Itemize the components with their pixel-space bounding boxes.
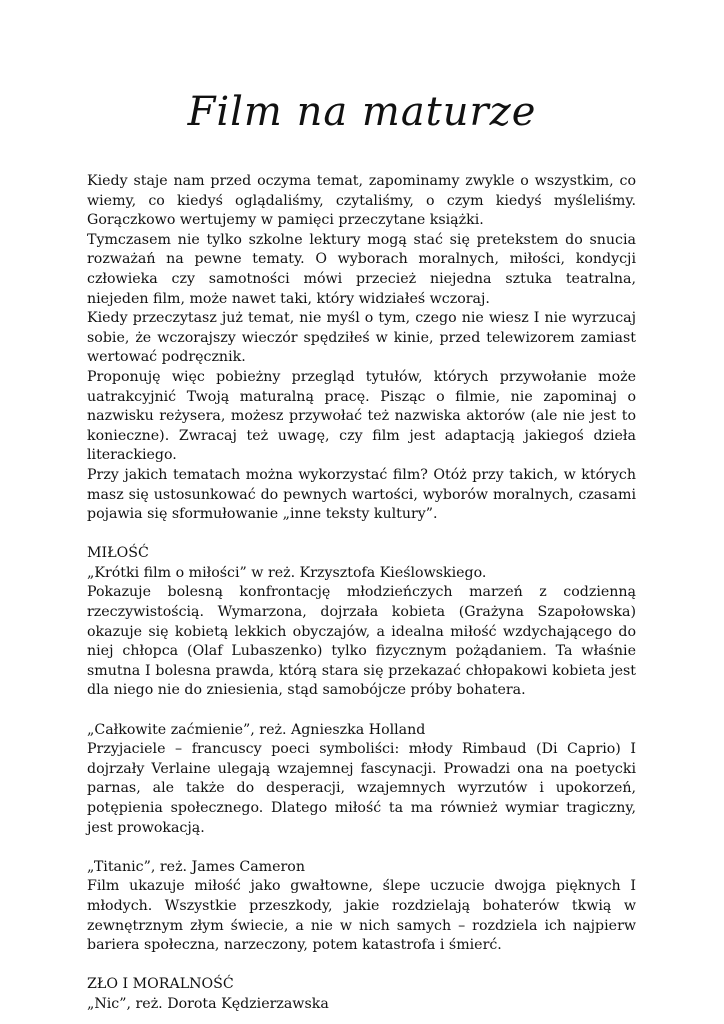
- film-entry: [87, 564, 636, 701]
- section-heading: MIŁOŚĆ: [87, 545, 149, 562]
- section-heading: ZŁO I MORALNOŚĆ: [87, 976, 234, 993]
- intro-paragraph-2: Tymczasem nie tylko szkolne lektury mogą stać się pretekstem do snucia rozważań na pewne tematy. O wyborach moralnych, miłości, kondycji człowieka czy samotności mówi przecież niejedna sztuka teatralna, niejeden film, może nawet taki, który widziałeś wczoraj.: [87, 231, 636, 307]
- document-body: [87, 172, 636, 1015]
- intro-paragraph-5: Przy jakich tematach można wykorzystać film? Otóż przy takich, w których masz się ustosunkować do pewnych wartości, wyborów moralnych, czasami pojawia się sformułowanie „inne teksty kultury”.: [87, 466, 636, 523]
- film-entry: [87, 858, 636, 956]
- film-description: Przyjaciele – francuscy poeci symboliści: młody Rimbaud (Di Caprio) I dojrzały Verlaine ulegają wzajemnej fascynacji. Prowadzi ona na poetycki parnas, ale także do desperacji, wzajemnych wyrzutów i upokorzeń, potępienia społecznego. Dlatego miłość ta ma również wymiar tragiczny, jest prowokacją.: [87, 741, 636, 836]
- film-description: Pokazuje bolesną konfrontację młodzieńczych marzeń z codzienną rzeczywistością. Wymarzona, dojrzała kobieta (Grażyna Szapołowska) okazuje się kobietą lekkich obyczajów, a idealna miłość wzdychającego do niej chłopca (Olaf Lubaszenko) tylko fizycznym pożądaniem. Ta właśnie smutna I bolesna prawda, którą stara się przekazać chłopakowi kobieta jest dla niego nie do zniesienia, stąd samobójcze próby bohatera.: [87, 584, 636, 699]
- film-description: Film ukazuje miłość jako gwałtowne, ślepe uczucie dwojga pięknych I młodych. Wszystkie przeszkody, jakie rozdzielają bohaterów tkwią w zewnętrznym złym świecie, a nie w nich samych – rozdziela ich najpierw bariera społeczna, narzeczony, potem katastrofa i śmierć.: [87, 878, 636, 954]
- section-zlo-i-moralnosc: [87, 975, 636, 1014]
- film-title-line: „Całkowite zaćmienie”, reż. Agnieszka Holland: [87, 721, 426, 738]
- film-entry: [87, 995, 636, 1015]
- intro-paragraph-3: Kiedy przeczytasz już temat, nie myśl o tym, czego nie wiesz I nie wyrzucaj sobie, że wczorajszy wieczór spędziłeś w kinie, przed telewizorem zamiast wertować podręcznik.: [87, 310, 636, 366]
- document-title: Film na maturze: [187, 89, 537, 135]
- film-title-line: „Krótki film o miłości” w reż. Krzysztofa Kieślowskiego.: [87, 564, 487, 581]
- film-title-line: „Nic”, reż. Dorota Kędzierzawska: [87, 995, 329, 1012]
- intro-paragraph-4: Proponuję więc pobieżny przegląd tytułów, których przywołanie może uatrakcyjnić Twoją maturalną pracę. Pisząc o filmie, nie zapominaj o nazwisku reżysera, możesz przywołać też nazwiska aktorów (ale nie jest to konieczne). Zwracaj też uwagę, czy film jest adaptacją jakiegoś dzieła literackiego.: [87, 368, 636, 464]
- section-milosc: [87, 544, 636, 955]
- film-entry: [87, 721, 636, 839]
- intro-paragraph-1: Kiedy staje nam przed oczyma temat, zapominamy zwykle o wszystkim, co wiemy, co kiedyś oglądaliśmy, czytaliśmy, o czym kiedyś myśleliśmy. Gorączkowo wertujemy w pamięci przeczytane książki.: [87, 173, 636, 229]
- film-title-line: „Titanic”, reż. James Cameron: [87, 858, 305, 875]
